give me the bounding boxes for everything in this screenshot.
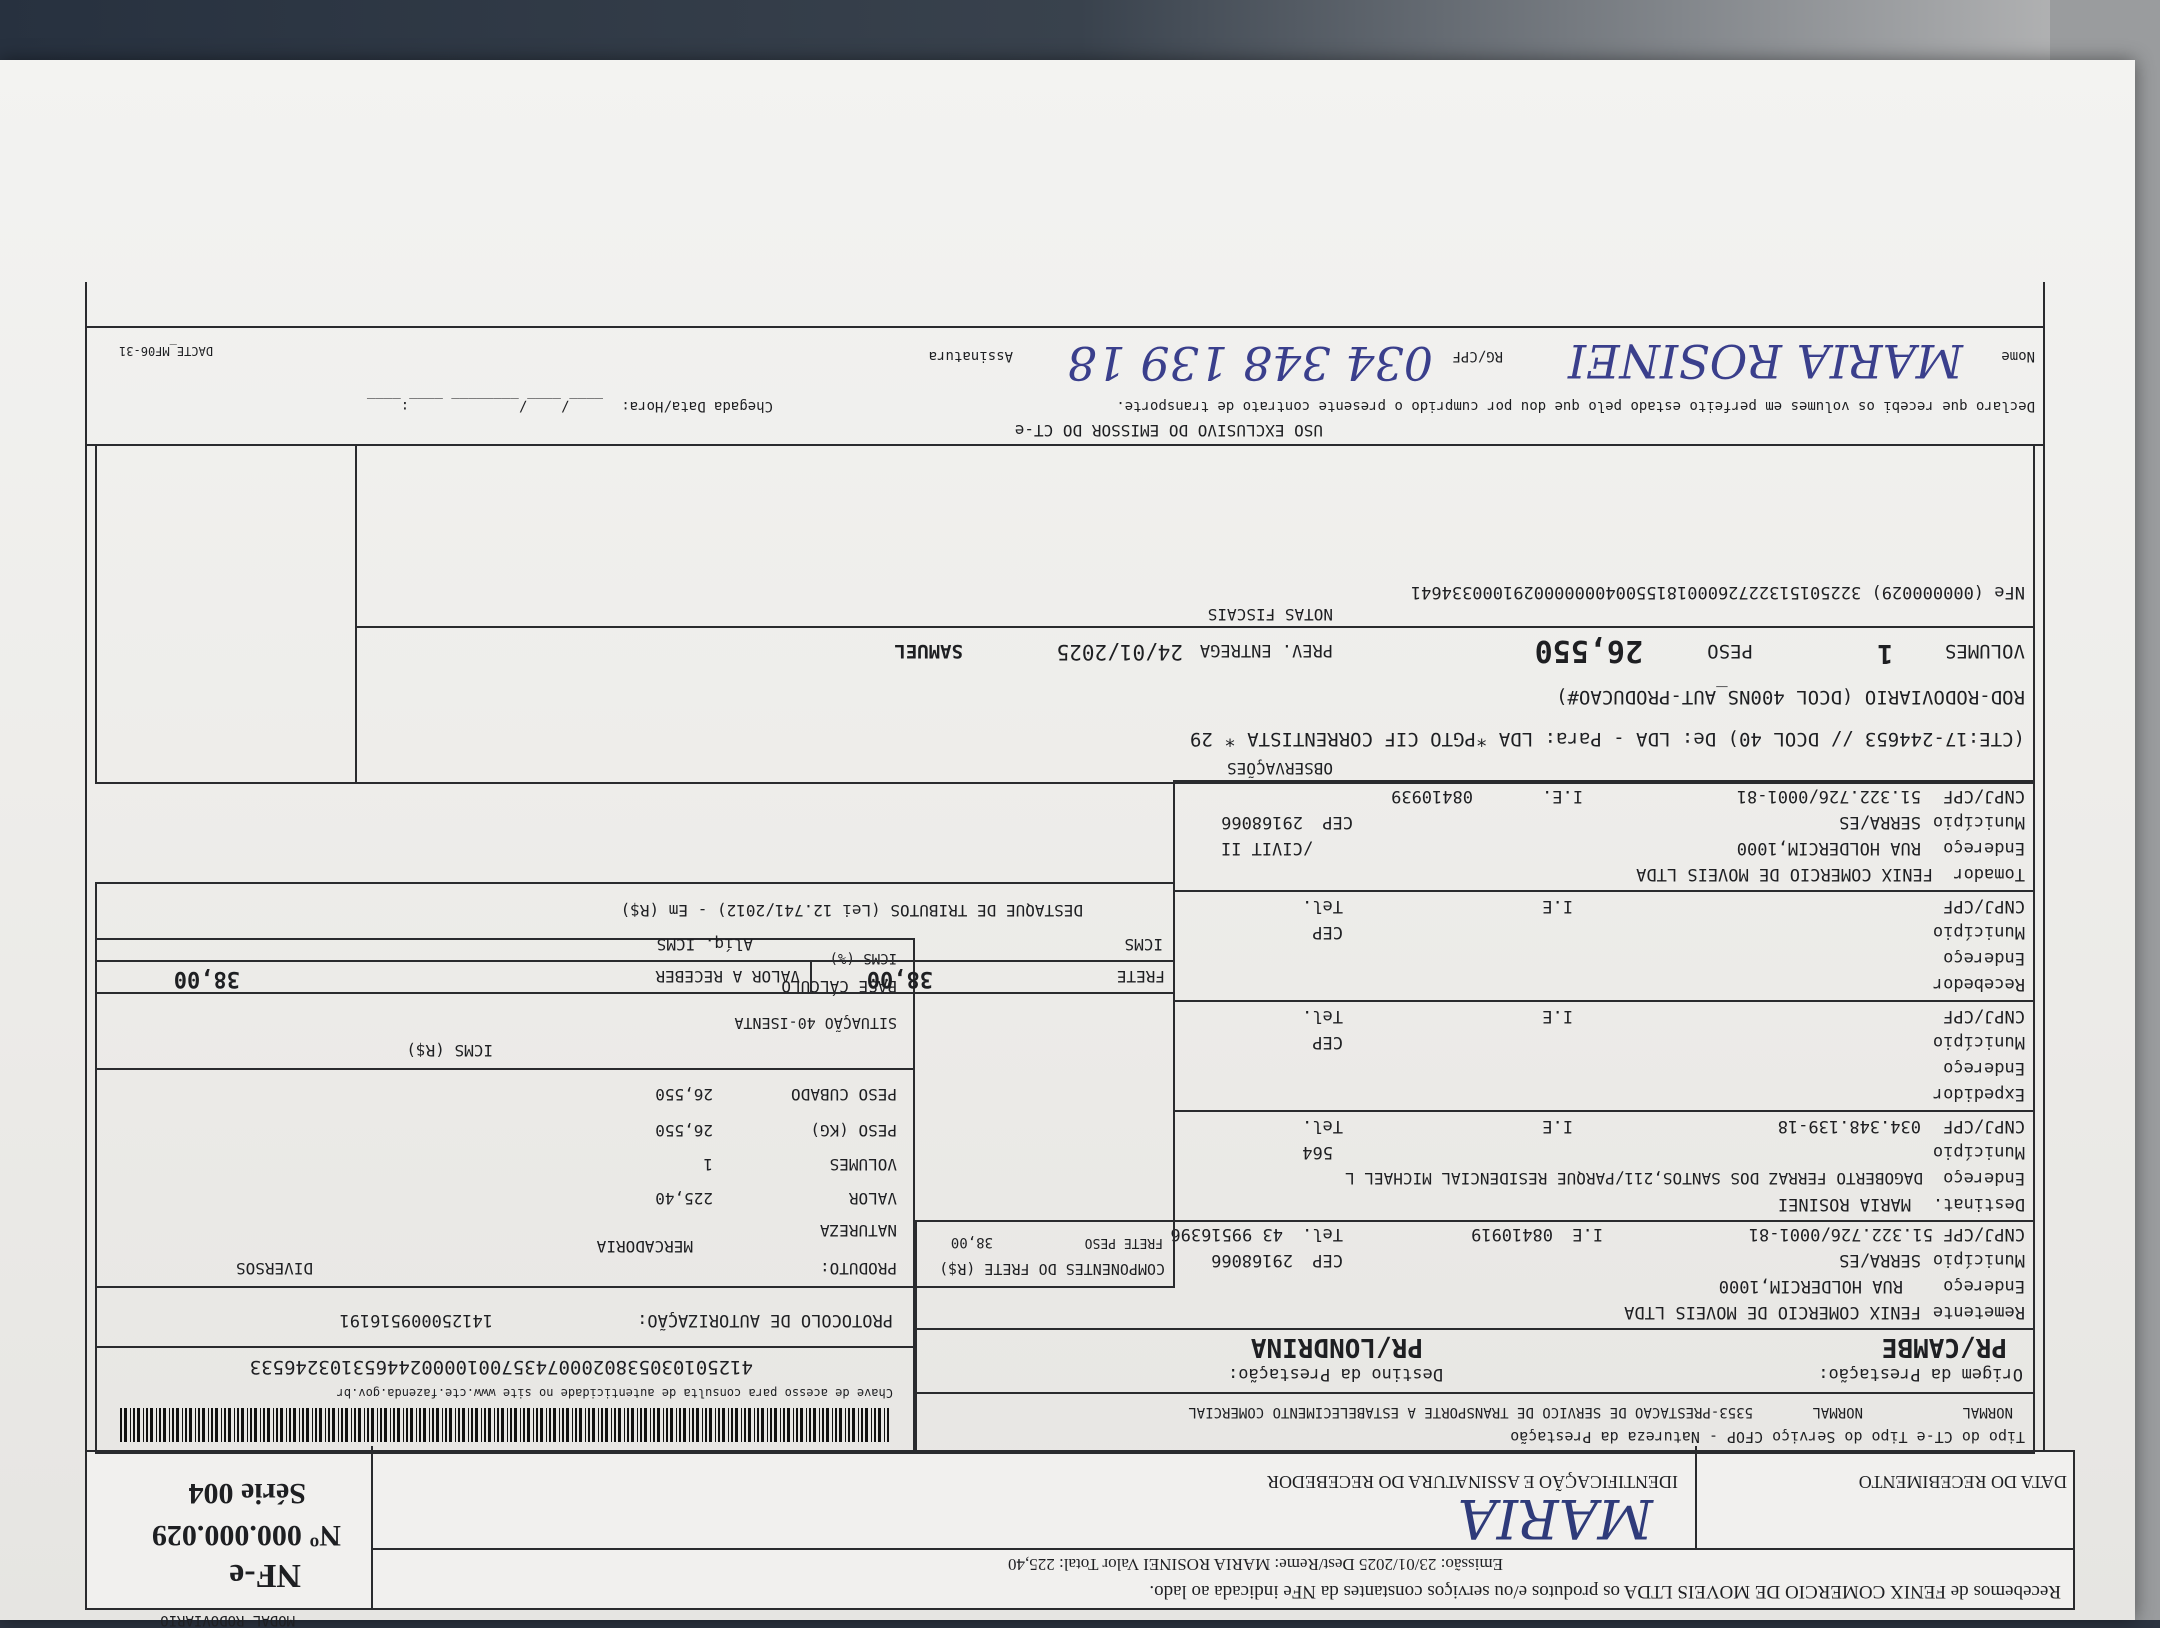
receipt-date-cell (1695, 1446, 2075, 1550)
receipt-stub (85, 1450, 2075, 1610)
freight-total-cell (810, 960, 1175, 994)
product-value: MERCADORIA (596, 1237, 693, 1256)
freight-total-label: FRETE (1116, 967, 1165, 986)
tax-pct-label: ICMS (%) (829, 950, 897, 966)
payer-cep-label: CEP (1322, 812, 1353, 832)
payer-cnpj-label: CNPJ/CPF (1943, 786, 2025, 806)
service-type-cell (915, 1392, 2035, 1454)
service-kind: NORMAL (1812, 1404, 1863, 1420)
shipper-label: Expedidor (1932, 1084, 2025, 1104)
shipper-addr-label: Endereço (1943, 1058, 2025, 1078)
nfe-box (83, 1446, 373, 1610)
weight-freight-value: 38,00 (950, 1234, 993, 1250)
arrival-blank: ____/____/________ ____:____ (366, 398, 603, 414)
receiver-cep-label: CEP (1312, 922, 1343, 942)
sender-cep-label: CEP (1312, 1250, 1343, 1270)
protocol-label: PROTOCOLO DE AUTORIZAÇÃO: (637, 1310, 893, 1330)
observations-title: OBSERVAÇÕES (1227, 759, 1333, 778)
dacte-document (0, 60, 2135, 1628)
payer-name: FENIX COMERCIO DE MOVEIS LTDA (1636, 864, 1933, 884)
payer-addr-extra: /CIVIT II (1220, 838, 1313, 858)
recipient-city-code: 564 (1302, 1142, 1333, 1162)
obs-volumes-value: 1 (1877, 638, 1893, 668)
tax-highlight-cell (95, 882, 1175, 962)
receiver-ie-label: I.E (1542, 896, 1573, 916)
access-key-cell (95, 1286, 915, 1454)
payer-ie-label: I.E. (1542, 786, 1583, 806)
payer-city: SERRA/ES (1839, 812, 1921, 832)
sender-tel-label: Tel. (1302, 1224, 1343, 1244)
weight-freight-label: FRETE PESO (1084, 1235, 1163, 1250)
receipt-summary: Emissão: 23/01/2025 Dest/Reme: MARIA ROSINEI Valor Total: 225,40 (1008, 1555, 1503, 1574)
sender-addr: RUA HOLDERCIM,1000 (1718, 1276, 1903, 1296)
receipt-date-label: DATA DO RECEBIMENTO (1858, 1472, 2067, 1492)
receivable-value: 38,00 (173, 966, 240, 991)
payer-block (1173, 780, 2035, 892)
document-upright-frame (0, 60, 2135, 1628)
receivable-label: VALOR A RECEBER (655, 967, 800, 986)
recipient-tel-label: Tel. (1302, 1116, 1343, 1136)
destination-value: PR/LONDRINA (1250, 1332, 1423, 1362)
cte-type: NORMAL (1962, 1404, 2013, 1420)
exclusive-title: USO EXCLUSIVO DO EMISSOR DO CT-e (1014, 421, 1323, 440)
weight-label: PESO (KG) (810, 1121, 897, 1140)
receipt-statement: Recebemos de FENIX COMERCIO DE MOVEIS LTDA os produtos e/ou serviços constantes da NFe indicada ao lado. (1149, 1581, 2061, 1602)
sender-city-label: Município (1932, 1250, 2025, 1270)
form-code: DACTE_MF06-31 (119, 344, 213, 358)
receiver-block (1173, 890, 2035, 1002)
protocol-value: 141250009516191 (339, 1310, 493, 1330)
obs-forecast-label: PREV. ENTREGA (1199, 640, 1333, 660)
product-value-2: DIVERSOS (235, 1259, 313, 1278)
obs-driver: SAMUEL (894, 640, 963, 662)
volumes-value: 1 (703, 1155, 713, 1174)
exclusive-use-block (85, 326, 2045, 446)
recipient-addr-label: Endereço (1943, 1168, 2025, 1188)
observations-line-2: ROD-RODOVIARIO (DCOL 400NS_AUT-PRODUCAO#) (1556, 686, 2025, 708)
observations-block (355, 584, 2035, 784)
tax-aliq-label: Alíq. ICMS (656, 935, 753, 954)
recipient-addr: DAGOBERTO FERRAZ DOS SANTOS,211/PARQUE RESIDENCIAL MICHAEL L (1345, 1169, 1923, 1188)
recipient-name: MARIA ROSINEI (1777, 1194, 1911, 1214)
tax-base-label: BASE CÁLCULO (781, 977, 897, 996)
invoices-title: NOTAS FISCAIS (1207, 605, 1333, 624)
receipt-id-label: IDENTIFICAÇÃO E ASSINATURA DO RECEBEDOR (1266, 1472, 1678, 1492)
service-type-label: Tipo do CT-e Tipo do Serviço CFOP - Natureza da Prestação (1510, 1428, 2025, 1446)
sender-cnpj-label: CNPJ/CPF (1943, 1224, 2025, 1244)
sender-cnpj: 51.322.726/0001-81 (1748, 1224, 1933, 1244)
observations-line-1: (CTE:17-244653 // DCOL 40) De: LDA - Para: LDA *PGTO CIF CORRENTISTA * 29 (1189, 728, 2025, 750)
nfe-number: Nº 000.000.029 (151, 1519, 341, 1552)
sender-ie-label: I.E (1572, 1224, 1603, 1244)
obs-volumes-label: VOLUMES (1944, 640, 2025, 662)
sender-tel: 43 99516396 (1170, 1224, 1283, 1244)
tax-icms-label: ICMS (R$) (406, 1041, 493, 1060)
freight-total-value: 38,00 (866, 966, 933, 991)
origin-destination-cell (915, 1328, 2035, 1394)
payer-cep: 29168066 (1221, 812, 1303, 832)
product-label: PRODUTO: (819, 1259, 897, 1278)
sender-addr-label: Endereço (1943, 1276, 2025, 1296)
shipper-block (1173, 1000, 2035, 1112)
name-handwritten: MARIA ROSINEI (1568, 334, 1963, 388)
payer-addr: RUA HOLDERCIM,1000 (1736, 838, 1921, 858)
freight-components (913, 992, 1175, 1288)
rg-label: RG/CPF (1452, 348, 1503, 364)
modal-fragment: MODAL RODOVIARIO (160, 1612, 295, 1628)
blank-panel (95, 444, 357, 784)
weight-value: 26,550 (655, 1121, 713, 1140)
shipper-cnpj-label: CNPJ/CPF (1943, 1006, 2025, 1026)
cubed-value: 26,550 (655, 1085, 713, 1104)
cfop: 5353-PRESTACAO DE SERVICO DE TRANSPORTE A ESTABELECIMENTO COMERCIAL (1188, 1404, 1753, 1420)
value-amount: 225,40 (655, 1189, 713, 1208)
arrival-label: Chegada Data/Hora: (621, 398, 773, 414)
access-key-label: Chave de acesso para consulta de autenticidade no site www.cte.fazenda.gov.br (336, 1386, 893, 1400)
sender-cep: 29168066 (1211, 1250, 1293, 1270)
receiver-tel-label: Tel. (1302, 896, 1343, 916)
sender-ie: 08410919 (1471, 1224, 1553, 1244)
recipient-city-label: Município (1932, 1142, 2025, 1162)
tax-situation: SITUAÇÃO 40-ISENTA (734, 1014, 897, 1032)
recipient-block (1173, 1110, 2035, 1222)
obs-forecast-value: 24/01/2025 (1056, 640, 1183, 664)
shipper-cep-label: CEP (1312, 1032, 1343, 1052)
payer-cnpj: 51.322.726/0001-81 (1736, 786, 1921, 806)
recipient-cnpj-label: CNPJ/CPF (1943, 1116, 2025, 1136)
receiver-cnpj-label: CNPJ/CPF (1943, 896, 2025, 916)
destination-label: Destino da Prestação: (1228, 1364, 1443, 1384)
cubed-label: PESO CUBADO (791, 1085, 897, 1104)
exclusive-declaration: Declaro que recebi os volumes em perfeito estado pelo que dou por cumprido o presente contrato de transporte. (1116, 398, 2035, 414)
payer-ie: 08410939 (1391, 786, 1473, 806)
shipper-tel-label: Tel. (1302, 1006, 1343, 1026)
invoice-entry: NFe (000000029) 32250151322726000181550040000000291000334641 (1410, 582, 2025, 602)
origin-label: Origem da Prestação: (1818, 1364, 2023, 1384)
receiver-label: Recebedor (1932, 974, 2025, 994)
receivable-cell (95, 960, 812, 994)
obs-weight-label: PESO (1707, 640, 1753, 662)
name-label: Nome (2001, 348, 2035, 364)
volumes-label: VOLUMES (829, 1155, 897, 1174)
sender-city: SERRA/ES (1839, 1250, 1921, 1270)
shipper-city-label: Município (1932, 1032, 2025, 1052)
rg-handwritten: 034 348 139 18 (1067, 336, 1433, 390)
freight-components-label: COMPONENTES DO FRETE (R$) (939, 1260, 1165, 1278)
document-content (75, 280, 2075, 1628)
payer-addr-label: Endereço (1943, 838, 2025, 858)
nfe-title: NF-e (229, 1557, 301, 1594)
nfe-series: Série 004 (188, 1477, 306, 1510)
sender-label: Remetente (1932, 1302, 2025, 1322)
payer-label: Tomador (1953, 864, 2025, 884)
signature-label: Assinatura (928, 348, 1013, 364)
origin-value: PR/CAMBE (1881, 1332, 2007, 1362)
obs-weight-value: 26,550 (1534, 633, 1643, 668)
payer-city-label: Município (1932, 812, 2025, 832)
shipper-ie-label: I.E (1542, 1006, 1573, 1026)
sender-name: FENIX COMERCIO DE MOVEIS LTDA (1624, 1302, 1921, 1322)
recipient-label: Destinat. (1932, 1194, 2025, 1214)
recipient-cnpj: 034.348.139-18 (1777, 1116, 1921, 1136)
tax-highlight-label: DESTAQUE DE TRIBUTOS (Lei 12.741/2012) - Em (R$) (620, 901, 1083, 920)
access-key: 41250103053802000743570010000244653103246533 (249, 1356, 753, 1378)
nature-label: NATUREZA (819, 1221, 897, 1240)
recipient-ie-label: I.E (1542, 1116, 1573, 1136)
value-label: VALOR (848, 1189, 897, 1208)
tax-icms-short: ICMS (1124, 935, 1163, 954)
receiver-city-label: Município (1932, 922, 2025, 942)
receiver-addr-label: Endereço (1943, 948, 2025, 968)
receipt-signature: MARIA (1457, 1487, 1653, 1550)
barcode (119, 1408, 889, 1442)
invoices-space (355, 444, 2035, 586)
